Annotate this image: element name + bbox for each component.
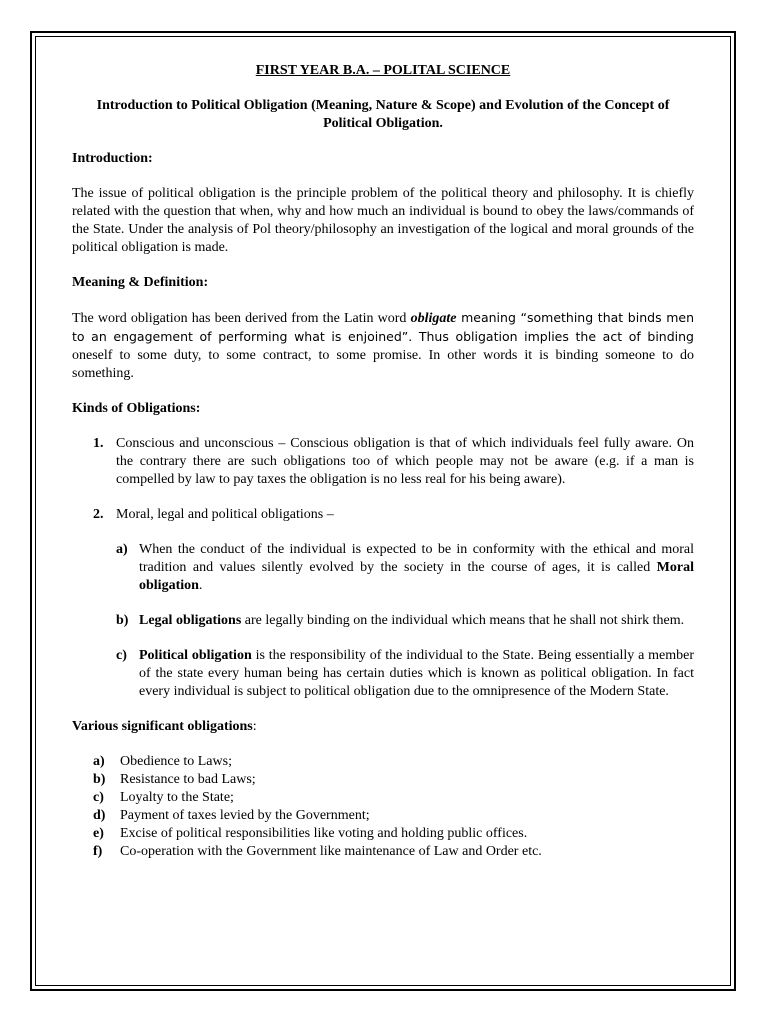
- various-item: [72, 753, 694, 771]
- sub-item-text-end: .: [198, 578, 203, 593]
- sub-item-text-end: are legally binding on the individual which means that he shall not shirk them.: [241, 613, 685, 628]
- various-item-text: Co-operation with the Government like maintenance of Law and Order etc.: [120, 844, 542, 859]
- sub-item-bold: Moral obligation: [139, 560, 694, 593]
- various-heading-colon: :: [252, 719, 257, 734]
- kinds-item-2: [72, 506, 694, 701]
- various-item-text: Obedience to Laws;: [120, 754, 232, 769]
- meaning-text-start: The word obligation has been derived from the Latin word: [72, 311, 411, 326]
- various-item: [72, 771, 694, 789]
- various-item-text: Resistance to bad Laws;: [120, 772, 256, 787]
- meaning-text-quote: meaning “something that binds men to an engagement of performing what is enjoined”. Thus obligation implies the act of binding: [72, 310, 694, 344]
- meaning-text-end: oneself to some duty, to some contract, to some promise. In other words it is binding someone to do something.: [72, 348, 694, 381]
- kinds-list: [72, 435, 694, 701]
- various-item: [72, 789, 694, 807]
- kinds-item-marker: 2.: [93, 507, 104, 522]
- various-item-marker: b): [93, 772, 106, 787]
- various-heading: [72, 718, 694, 736]
- kinds-sub-list: [116, 541, 694, 701]
- introduction-paragraph: The issue of political obligation is the principle problem of the political theory and philosophy. It is chiefly related with the question that when, why and how much an individual is bound to obey the laws/commands of the State. Under the analysis of Pol theory/philosophy an investigation of the logical and moral grounds of the political obligation is made.: [72, 186, 694, 255]
- various-heading-text: Various significant obligations: [72, 719, 253, 734]
- meaning-heading: Meaning & Definition:: [72, 275, 209, 290]
- various-item-text: Loyalty to the State;: [120, 790, 234, 805]
- kinds-item-1: [72, 435, 694, 489]
- meaning-latin-word: obligate: [410, 311, 457, 326]
- document-subtitle: Introduction to Political Obligation (Meaning, Nature & Scope) and Evolution of the Concept of Political Obligation.: [96, 98, 670, 131]
- sub-item-text: When the conduct of the individual is expected to be in conformity with the ethical and moral tradition and values silently evolved by the society in the course of ages, it is called: [139, 542, 694, 575]
- sub-item-marker: a): [116, 542, 128, 557]
- various-item: [72, 825, 694, 843]
- kinds-item-text: Conscious and unconscious – Conscious obligation is that of which individuals feel fully aware. On the contrary there are such obligations too of which people may not be aware (e.g. if a man is compelled by law to pay taxes the obligation is no less real for his being aware).: [116, 436, 694, 487]
- various-list: [72, 753, 694, 861]
- various-item: [72, 843, 694, 861]
- various-item: [72, 807, 694, 825]
- various-item-text: Payment of taxes levied by the Government;: [120, 808, 370, 823]
- kinds-sub-item-political: [116, 647, 694, 701]
- various-item-marker: f): [93, 844, 103, 859]
- various-item-marker: e): [93, 826, 104, 841]
- kinds-heading: Kinds of Obligations:: [72, 401, 201, 416]
- various-item-marker: d): [93, 808, 106, 823]
- introduction-heading: Introduction:: [72, 151, 153, 166]
- various-item-text: Excise of political responsibilities like voting and holding public offices.: [120, 826, 528, 841]
- document-page: [72, 62, 694, 861]
- document-title: FIRST YEAR B.A. – POLITAL SCIENCE: [255, 63, 511, 78]
- sub-item-bold: Legal obligations: [139, 613, 242, 628]
- kinds-item-marker: 1.: [93, 436, 104, 451]
- sub-item-marker: b): [116, 613, 129, 628]
- meaning-paragraph: [72, 309, 694, 383]
- kinds-sub-item-moral: [116, 541, 694, 595]
- kinds-item-text: Moral, legal and political obligations –: [116, 507, 334, 522]
- sub-item-bold: Political obligation: [139, 648, 252, 663]
- various-item-marker: c): [93, 790, 104, 805]
- various-item-marker: a): [93, 754, 105, 769]
- sub-item-text-end: is the responsibility of the individual to the State. Being essentially a member of the state every human being has certain duties which is known as political obligation. In fact every individual is subject to political obligation due to the omnipresence of the Modern State.: [139, 648, 694, 699]
- sub-item-marker: c): [116, 648, 127, 663]
- kinds-sub-item-legal: [116, 612, 694, 630]
